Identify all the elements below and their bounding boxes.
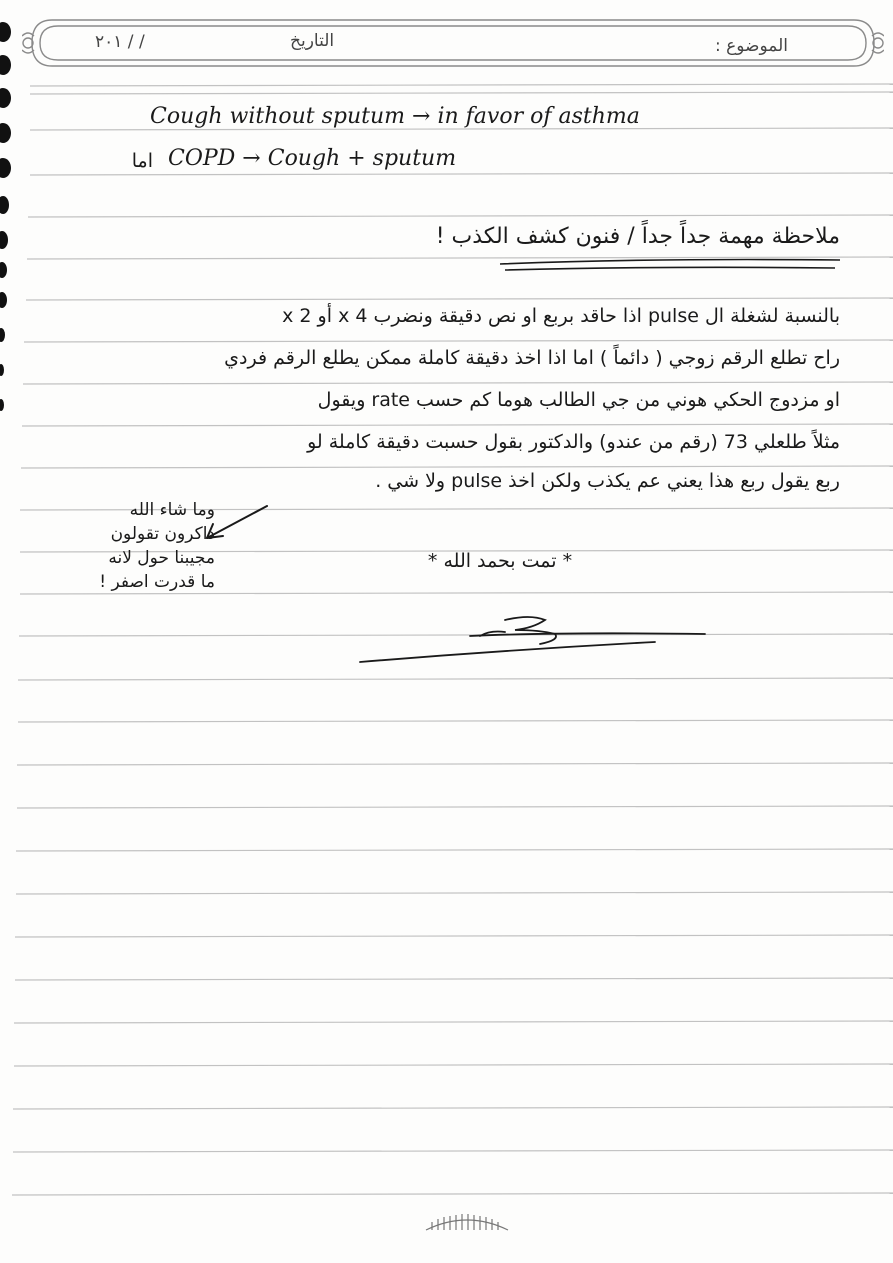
note-line-copd-ar: اما [131,150,153,172]
note-paragraph-line4: مثلاً طلعلي 73 (رقم من عندو) والدكتور بقول حسبت دقيقة كاملة لو [307,431,840,453]
side-note [30,498,215,594]
note-heading: ملاحظة مهمة جداً جداً / فنون كشف الكذب ! [435,224,840,249]
date-label: التاريخ [290,31,335,51]
side-note-line3: مجيبنا حول لانه [108,548,215,568]
arrow-pointing-left-icon [195,498,275,546]
note-line-copd-en: COPD → Cough + sputum [168,146,457,171]
side-note-line1: وما شاء الله [129,500,215,520]
note-paragraph-line5: ربع يقول ربع هذا يعني عم يكذب ولكن اخذ pulse ولا شي . [375,470,840,492]
date-value: ٢٠١ / / [95,32,145,52]
spiral-binding-holes-icon [0,0,20,700]
side-note-line2: ذاكرون تقولون [110,524,215,544]
side-note-line4: ما قدرت اصفر ! [99,572,215,592]
note-paragraph-line2: راح تطلع الرقم زوجي ( دائماً ) اما اذا اخذ دقيقة كاملة ممكن يطلع الرقم فردي [224,347,840,369]
note-line-asthma: Cough without sputum → in favor of asthma [150,104,640,129]
subject-label: الموضوع : [715,36,789,56]
note-paragraph-line3: او مزدوج الحكي هوني من جي الطالب هوما كم حسب rate ويقول [317,389,840,411]
note-closing: * تمت بحمد الله * [427,550,573,572]
signature-scribble-icon [355,610,715,670]
notebook-brand-logo-icon [424,1210,510,1232]
note-paragraph-line1: بالنسبة لشغلة ال pulse اذا حاقد بربع او نص دقيقة ونضرب x 4 أو x 2 [282,305,840,327]
